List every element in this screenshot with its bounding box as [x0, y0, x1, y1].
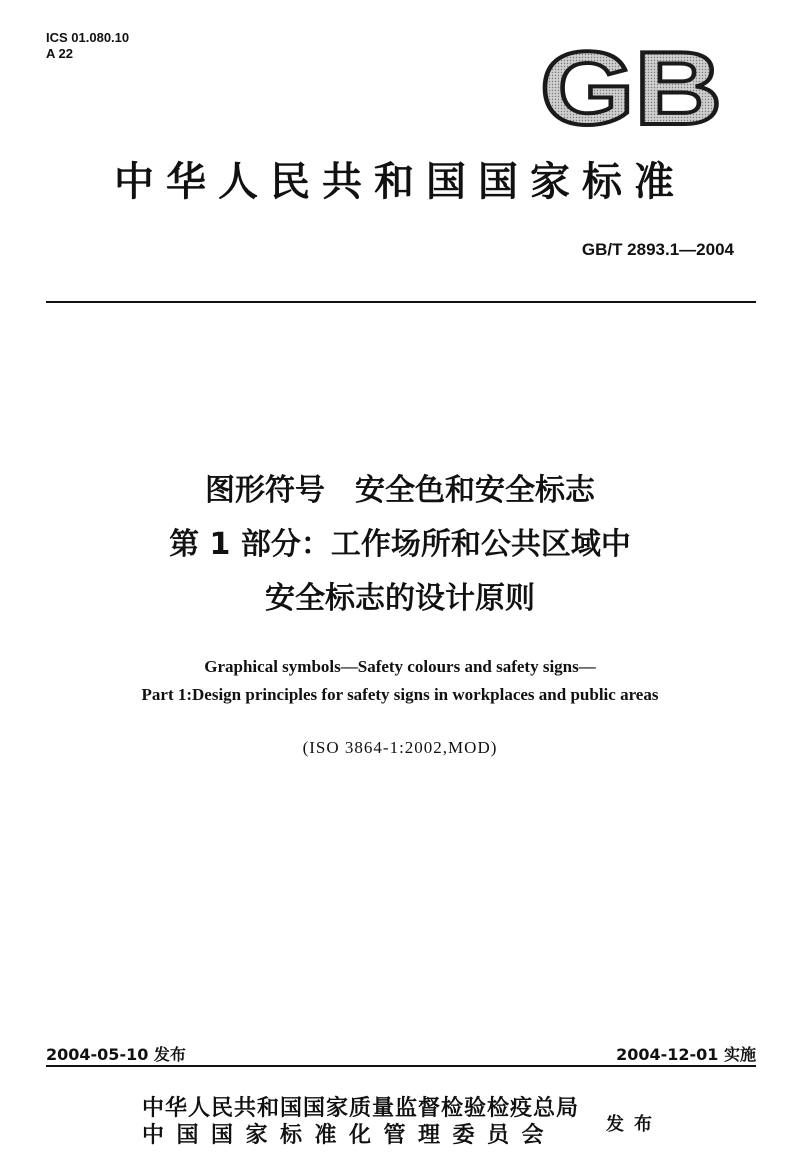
gb-logo-text: GB	[540, 44, 722, 128]
bottom-divider	[46, 1065, 756, 1067]
standard-number: GB/T 2893.1—2004	[581, 240, 734, 259]
publish-label: 发布	[606, 1114, 662, 1135]
top-divider	[46, 301, 756, 303]
title-cn-line-3: 安全标志的设计原则	[265, 581, 535, 616]
title-en-line-2: Part 1:Design principles for safety signs in workplaces and public areas	[141, 685, 659, 704]
gb-logo	[536, 44, 726, 128]
ccs-code: A 22	[46, 46, 73, 61]
implementation-date: 2004-12-01 实施	[616, 1045, 756, 1064]
release-date: 2004-05-10 发布	[46, 1045, 186, 1064]
iso-adoption-note: (ISO 3864-1:2002,MOD)	[302, 738, 498, 757]
issuer-sac: 中国国家标准化管理委员会	[142, 1123, 557, 1148]
title-cn-line-2: 第 1 部分：工作场所和公共区域中	[169, 527, 631, 562]
title-cn-line-1: 图形符号 安全色和安全标志	[205, 473, 595, 508]
issuer-aqsiq: 中华人民共和国国家质量监督检验检疫总局	[142, 1096, 580, 1121]
title-en-line-1: Graphical symbols—Safety colours and safety signs—	[204, 657, 596, 676]
ics-code: ICS 01.080.10	[46, 30, 130, 45]
national-standard-title: 中华人民共和国国家标准	[114, 159, 686, 205]
